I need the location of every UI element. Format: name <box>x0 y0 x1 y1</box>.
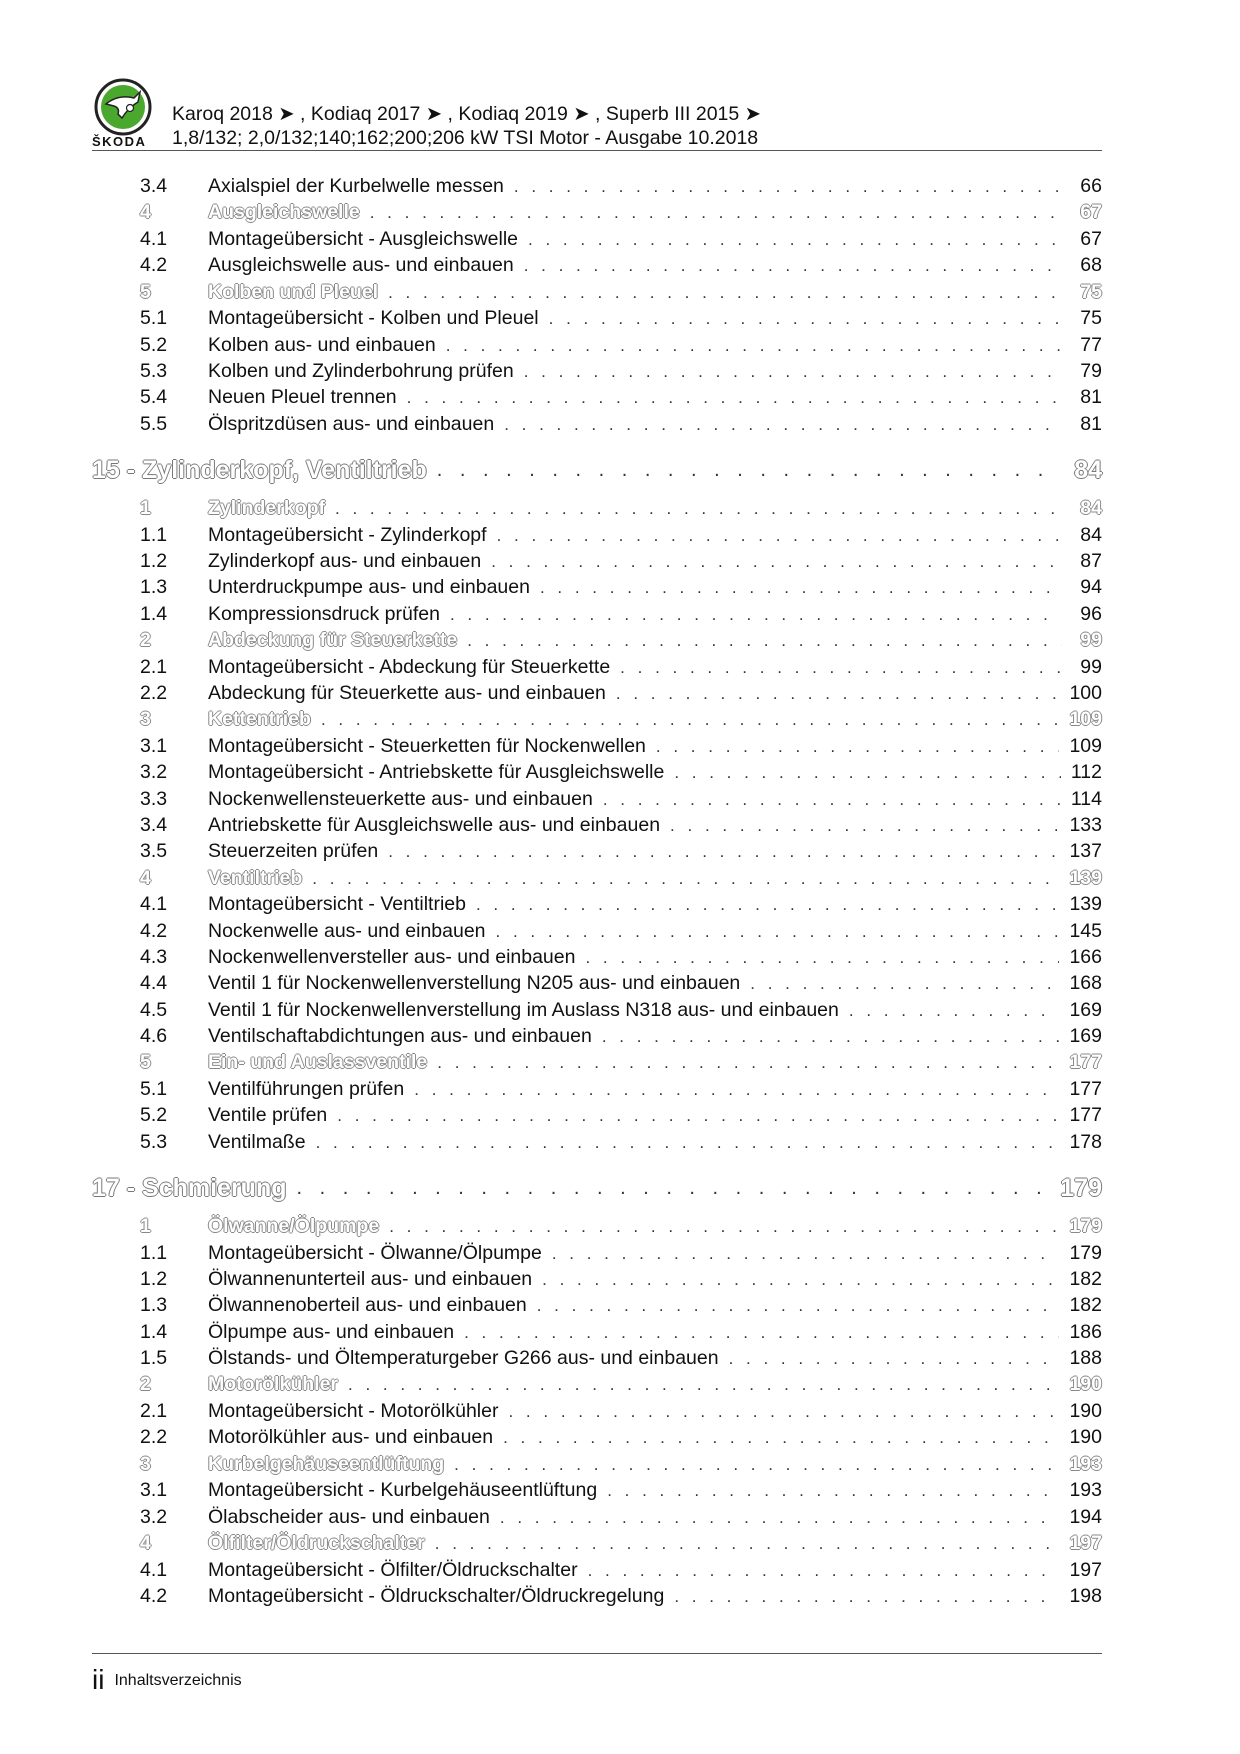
toc-entry-number: 4.1 <box>140 893 168 916</box>
toc-entry-page: 87 <box>1080 550 1102 573</box>
toc-entry-page: 77 <box>1080 333 1102 356</box>
toc-entry-title: Neuen Pleuel trennen <box>208 386 397 409</box>
toc-entry-title: Montageübersicht - Kolben und Pleuel <box>208 307 539 330</box>
toc-entry-page: 197 <box>1069 1558 1102 1581</box>
toc-section[interactable] <box>90 867 1102 894</box>
toc-entry[interactable] <box>90 788 1102 814</box>
toc-leader-dots <box>542 1270 1059 1290</box>
toc-entry-page: 75 <box>1080 307 1102 330</box>
toc-entry-page: 179 <box>1069 1214 1102 1237</box>
brand-name: ŠKODA <box>92 134 147 149</box>
toc-entry[interactable] <box>90 1242 1102 1268</box>
toc-entry-number: 4.6 <box>140 1024 168 1047</box>
toc-entry[interactable] <box>90 386 1102 412</box>
toc-entry-title: Ventilmaße <box>208 1130 306 1153</box>
toc-entry-number: 5 <box>140 280 151 303</box>
toc-leader-dots <box>528 230 1062 250</box>
toc-entry-number: 2.2 <box>140 1426 168 1449</box>
toc-entry[interactable] <box>90 576 1102 602</box>
toc-leader-dots <box>504 415 1062 435</box>
toc-entry[interactable] <box>90 254 1102 280</box>
toc-leader-dots <box>450 605 1062 625</box>
toc-entry[interactable] <box>90 946 1102 972</box>
toc-entry-page: 186 <box>1069 1320 1102 1343</box>
toc-section[interactable] <box>90 1532 1102 1559</box>
toc-entry-title: Ausgleichswelle aus- und einbauen <box>208 254 514 277</box>
toc-leader-dots <box>537 1296 1060 1316</box>
toc-section[interactable] <box>90 708 1102 735</box>
toc-section[interactable] <box>90 1051 1102 1078</box>
toc-entry[interactable] <box>90 1294 1102 1320</box>
toc-entry-number: 3.1 <box>140 1479 168 1502</box>
page-footer <box>92 1664 242 1696</box>
toc-entry[interactable] <box>90 1479 1102 1505</box>
toc-entry-title: Steuerzeiten prüfen <box>208 840 379 863</box>
toc-leader-dots <box>500 1508 1060 1528</box>
toc-entry-title: Zylinderkopf <box>208 496 326 519</box>
toc-entry[interactable] <box>90 307 1102 333</box>
toc-entry-number: 1.1 <box>140 1241 168 1264</box>
toc-entry[interactable] <box>90 761 1102 787</box>
toc-leader-dots <box>389 1217 1059 1237</box>
toc-entry[interactable] <box>90 1506 1102 1532</box>
toc-entry[interactable] <box>90 334 1102 360</box>
toc-entry-number: 2 <box>140 1373 151 1396</box>
toc-entry[interactable] <box>90 1131 1102 1157</box>
toc-leader-dots <box>616 684 1060 704</box>
toc-entry-number: 3 <box>140 708 151 731</box>
toc-entry-page: 193 <box>1069 1479 1102 1502</box>
toc-entry-page: 84 <box>1080 496 1102 519</box>
toc-entry[interactable] <box>90 682 1102 708</box>
toc-entry-page: 139 <box>1069 893 1102 916</box>
toc-entry-title: Montageübersicht - Ausgleichswelle <box>208 228 519 251</box>
toc-leader-dots <box>585 948 1059 968</box>
toc-entry-title: Montageübersicht - Motorölkühler <box>208 1399 499 1422</box>
toc-leader-dots <box>508 1402 1059 1422</box>
toc-entry-number: 4.4 <box>140 972 168 995</box>
toc-leader-dots <box>849 1001 1060 1021</box>
toc-entry[interactable] <box>90 893 1102 919</box>
toc-section[interactable] <box>90 629 1102 656</box>
toc-entry[interactable] <box>90 814 1102 840</box>
toc-entry-number: 5.1 <box>140 307 168 330</box>
toc-entry-number: 5.4 <box>140 386 168 409</box>
toc-leader-dots <box>321 710 1060 730</box>
toc-entry-page: 177 <box>1069 1104 1102 1127</box>
toc-entry-page: 94 <box>1080 576 1102 599</box>
toc-leader-dots <box>312 869 1059 889</box>
toc-leader-dots <box>337 1106 1059 1126</box>
toc-entry-page: 193 <box>1069 1452 1102 1475</box>
toc-entry-page: 168 <box>1069 972 1102 995</box>
toc-entry-title: Kettentrieb <box>208 708 311 731</box>
toc-chapter[interactable] <box>90 1163 1102 1215</box>
toc-entry-title: Montageübersicht - Kurbelgehäuseentlüftung <box>208 1479 598 1502</box>
toc-entry-number: 1.4 <box>140 602 168 625</box>
toc-entry-number: 1 <box>140 1214 151 1237</box>
toc-entry-title: Montageübersicht - Öldruckschalter/Öldruckregelung <box>208 1585 665 1608</box>
toc-entry-page: 198 <box>1069 1585 1102 1608</box>
toc-entry-page: 182 <box>1069 1267 1102 1290</box>
toc-entry-page: 114 <box>1070 787 1102 810</box>
toc-entry-page: 67 <box>1080 201 1102 224</box>
toc-entry-page: 190 <box>1069 1426 1102 1449</box>
toc-leader-dots <box>607 1481 1059 1501</box>
toc-entry-title: Ölfilter/Öldruckschalter <box>208 1531 425 1554</box>
toc-entry-title: Ventile prüfen <box>208 1104 328 1127</box>
toc-entry-title: Kolben und Zylinderbohrung prüfen <box>208 360 514 383</box>
toc-entry-title: Ölpumpe aus- und einbauen <box>208 1320 455 1343</box>
toc-leader-dots <box>316 1133 1060 1153</box>
toc-entry[interactable] <box>90 1559 1102 1585</box>
toc-entry-page: 178 <box>1069 1130 1102 1153</box>
toc-entry-title: Montageübersicht - Steuerketten für Nockenwellen <box>208 735 646 758</box>
toc-leader-dots <box>335 499 1062 519</box>
toc-entry-title: Montageübersicht - Abdeckung für Steuerkette <box>208 655 611 678</box>
toc-leader-dots <box>435 1534 1060 1554</box>
toc-entry-page: 177 <box>1069 1078 1102 1100</box>
toc-entry-number: 1 <box>140 496 151 519</box>
toc-entry-page: 139 <box>1069 866 1102 889</box>
toc-leader-dots <box>437 1053 1059 1073</box>
toc-entry-title: Ölspritzdüsen aus- und einbauen <box>208 412 495 435</box>
toc-entry-number: 3.2 <box>140 761 168 784</box>
toc-entry-page: 84 <box>1080 523 1102 546</box>
toc-leader-dots <box>674 1587 1059 1607</box>
toc-entry[interactable] <box>90 1321 1102 1347</box>
toc-section[interactable] <box>90 201 1102 228</box>
toc-entry-page: 145 <box>1069 919 1102 942</box>
toc-entry-title: Axialspiel der Kurbelwelle messen <box>208 175 504 197</box>
toc-entry[interactable] <box>90 735 1102 761</box>
toc-entry-title: Nockenwelle aus- und einbauen <box>208 919 486 942</box>
toc-entry[interactable] <box>90 550 1102 576</box>
toc-entry-title: Ventil 1 für Nockenwellenverstellung N205 aus- und einbauen <box>208 972 741 995</box>
toc-entry-page: 96 <box>1080 602 1102 625</box>
toc-entry-number: 2 <box>140 628 151 651</box>
toc-entry-title: Ölwanne/Ölpumpe <box>208 1214 380 1237</box>
toc-entry-number: 3 <box>140 1452 151 1475</box>
toc-entry-title: Antriebskette für Ausgleichswelle aus- und einbauen <box>208 814 661 837</box>
toc-leader-dots <box>476 895 1059 915</box>
toc-chapter[interactable] <box>90 445 1102 497</box>
toc-entry[interactable] <box>90 360 1102 386</box>
toc-entry-number: 3.4 <box>140 175 168 197</box>
toc-entry[interactable] <box>90 1268 1102 1294</box>
toc-entry-title: Ausgleichswelle <box>208 201 360 224</box>
toc-entry[interactable] <box>90 228 1102 254</box>
toc-entry-page: 197 <box>1069 1531 1102 1554</box>
toc-entry-page: 177 <box>1069 1051 1102 1074</box>
toc-leader-dots <box>437 459 1062 482</box>
toc-entry-page: 99 <box>1080 628 1102 651</box>
toc-leader-dots <box>603 790 1061 810</box>
toc-entry-page: 133 <box>1069 814 1102 837</box>
toc-entry-number: 1.5 <box>140 1346 168 1369</box>
toc-entry-page: 100 <box>1069 682 1102 705</box>
toc-entry-title: Montageübersicht - Zylinderkopf <box>208 523 487 546</box>
toc-entry-page: 66 <box>1080 175 1102 197</box>
toc-entry-number: 2.1 <box>140 655 168 678</box>
toc-leader-dots <box>540 578 1062 598</box>
toc-entry-page: 137 <box>1069 840 1102 863</box>
toc-entry[interactable] <box>90 972 1102 998</box>
toc-leader-dots <box>514 177 1062 197</box>
toc-entry-title: Ventilschaftabdichtungen aus- und einbauen <box>208 1024 592 1047</box>
toc-leader-dots <box>491 552 1062 572</box>
toc-leader-dots <box>464 1323 1059 1343</box>
toc-entry-number: 1.3 <box>140 576 168 599</box>
toc-entry-number: 5.3 <box>140 1130 168 1153</box>
toc-entry-number: 3.3 <box>140 787 168 810</box>
page-header <box>90 70 1100 150</box>
toc-entry[interactable] <box>90 413 1102 439</box>
toc-entry[interactable] <box>90 999 1102 1025</box>
toc-entry-page: 179 <box>1069 1241 1102 1264</box>
toc-entry-title: Ventil 1 für Nockenwellenverstellung im Auslass N318 aus- und einbauen <box>208 998 839 1021</box>
footer-label: Inhaltsverzeichnis <box>114 1672 242 1689</box>
toc-entry[interactable] <box>90 1104 1102 1130</box>
toc-entry-number: 4.3 <box>140 946 168 969</box>
toc-entry[interactable] <box>90 920 1102 946</box>
toc-entry-page: 109 <box>1069 735 1102 758</box>
toc-entry[interactable] <box>90 1426 1102 1452</box>
toc-entry-number: 3.5 <box>140 840 168 863</box>
toc-entry-page: 188 <box>1069 1346 1102 1369</box>
toc-entry-title: Kolben und Pleuel <box>208 280 379 303</box>
toc-entry[interactable] <box>90 524 1102 550</box>
toc-leader-dots <box>729 1349 1060 1369</box>
toc-entry-page: 179 <box>1060 1174 1102 1203</box>
toc-chapter-title: 17 - Schmierung <box>92 1174 287 1203</box>
toc-entry-title: Nockenwellenversteller aus- und einbauen <box>208 946 576 969</box>
toc-entry-title: Montageübersicht - Ölwanne/Ölpumpe <box>208 1241 542 1264</box>
toc-leader-dots <box>524 256 1062 276</box>
toc-leader-dots <box>674 763 1061 783</box>
toc-leader-dots <box>297 1177 1051 1200</box>
toc-entry-page: 112 <box>1070 761 1102 784</box>
toc-entry-number: 1.4 <box>140 1320 168 1343</box>
toc-leader-dots <box>588 1561 1060 1581</box>
toc-leader-dots <box>414 1080 1059 1100</box>
toc-entry-number: 4.5 <box>140 998 168 1021</box>
toc-entry-page: 194 <box>1069 1505 1102 1528</box>
toc-entry-number: 5 <box>140 1051 151 1074</box>
toc-entry-title: Ein- und Auslassventile <box>208 1051 428 1074</box>
toc-leader-dots <box>602 1027 1060 1047</box>
toc-entry-page: 190 <box>1069 1399 1102 1422</box>
toc-leader-dots <box>524 362 1062 382</box>
toc-entry-page: 84 <box>1074 456 1102 485</box>
toc-entry-page: 79 <box>1080 360 1102 383</box>
skoda-logo-icon <box>94 78 152 136</box>
toc-entry-number: 4.2 <box>140 1585 168 1608</box>
toc-leader-dots <box>552 1244 1060 1264</box>
toc-entry-title: Ölwannenoberteil aus- und einbauen <box>208 1294 527 1317</box>
toc-entry-title: Ölstands- und Öltemperaturgeber G266 aus- und einbauen <box>208 1346 719 1369</box>
toc-leader-dots <box>503 1428 1059 1448</box>
toc-leader-dots <box>388 842 1059 862</box>
toc-entry-number: 5.1 <box>140 1078 168 1100</box>
toc-entry-title: Montageübersicht - Ventiltrieb <box>208 893 466 916</box>
toc-section[interactable] <box>90 1215 1102 1242</box>
toc-entry-number: 4 <box>140 866 151 889</box>
toc-entry-number: 4.2 <box>140 254 168 277</box>
toc-entry-title: Kompressionsdruck prüfen <box>208 602 440 625</box>
toc-section[interactable] <box>90 1373 1102 1400</box>
toc-entry-number: 5.2 <box>140 1104 168 1127</box>
toc-entry-title: Ventiltrieb <box>208 866 303 889</box>
toc-leader-dots <box>348 1375 1059 1395</box>
toc-leader-dots <box>407 388 1062 408</box>
toc-section[interactable] <box>90 281 1102 308</box>
toc-entry-number: 3.1 <box>140 735 168 758</box>
toc-entry-title: Montageübersicht - Ölfilter/Öldruckschalter <box>208 1558 578 1581</box>
toc-entry-number: 1.1 <box>140 523 168 546</box>
toc-entry-title: Nockenwellensteuerkette aus- und einbauen <box>208 787 593 810</box>
toc-chapter-title: 15 - Zylinderkopf, Ventiltrieb <box>92 456 427 485</box>
toc-entry-number: 4.1 <box>140 228 168 251</box>
toc-entry-number: 4.2 <box>140 919 168 942</box>
toc-entry-page: 169 <box>1069 1024 1102 1047</box>
toc-entry-number: 5.5 <box>140 412 168 435</box>
toc-entry-page: 190 <box>1069 1373 1102 1396</box>
footer-divider <box>92 1653 1102 1654</box>
toc-entry-number: 2.2 <box>140 682 168 705</box>
toc-entry-title: Ventilführungen prüfen <box>208 1078 405 1100</box>
toc-entry-title: Abdeckung für Steuerkette <box>208 628 458 651</box>
toc-entry[interactable] <box>90 1078 1102 1104</box>
toc-leader-dots <box>370 203 1062 223</box>
header-engine-edition: 1,8/132; 2,0/132;140;162;200;206 kW TSI Motor - Ausgabe 10.2018 <box>172 127 759 149</box>
toc-entry[interactable] <box>90 840 1102 866</box>
toc-entry-title: Motorölkühler aus- und einbauen <box>208 1426 494 1449</box>
toc-entry[interactable] <box>90 1400 1102 1426</box>
toc-section[interactable] <box>90 497 1102 524</box>
toc-entry-page: 75 <box>1080 280 1102 303</box>
toc-entry-page: 166 <box>1069 946 1102 969</box>
toc-leader-dots <box>454 1455 1059 1475</box>
toc-section[interactable] <box>90 1453 1102 1480</box>
toc-entry-number: 4.1 <box>140 1558 168 1581</box>
header-divider <box>92 150 1102 151</box>
toc-entry-title: Kurbelgehäuseentlüftung <box>208 1452 445 1475</box>
toc-entry-title: Kolben aus- und einbauen <box>208 333 436 356</box>
toc-entry-title: Ölabscheider aus- und einbauen <box>208 1505 490 1528</box>
toc-entry-number: 1.3 <box>140 1294 168 1317</box>
toc-leader-dots <box>446 336 1062 356</box>
toc-entry-number: 5.2 <box>140 333 168 356</box>
toc-entry[interactable] <box>90 1585 1102 1611</box>
toc-entry-page: 81 <box>1080 386 1102 409</box>
toc-entry-number: 1.2 <box>140 550 168 573</box>
toc-leader-dots <box>750 974 1059 994</box>
toc-entry-page: 169 <box>1069 998 1102 1021</box>
toc-entry-number: 1.2 <box>140 1267 168 1290</box>
toc-entry-number: 3.2 <box>140 1505 168 1528</box>
toc-entry-number: 4 <box>140 1531 151 1554</box>
toc-leader-dots <box>549 309 1062 329</box>
toc-leader-dots <box>656 737 1060 757</box>
header-models: Karoq 2018 ➤ , Kodiaq 2017 ➤ , Kodiaq 2019 ➤ , Superb III 2015 ➤ <box>172 103 761 125</box>
toc-leader-dots <box>496 922 1060 942</box>
page-number: ii <box>92 1664 105 1695</box>
toc-entry[interactable] <box>90 175 1102 201</box>
toc-leader-dots <box>497 526 1062 546</box>
toc-entry-number: 3.4 <box>140 814 168 837</box>
toc-entry-number: 5.3 <box>140 360 168 383</box>
toc-entry-number: 4 <box>140 201 151 224</box>
toc-entry[interactable] <box>90 656 1102 682</box>
table-of-contents <box>90 175 1102 1611</box>
toc-entry-page: 68 <box>1080 254 1102 277</box>
toc-entry-page: 182 <box>1069 1294 1102 1317</box>
toc-entry-title: Montageübersicht - Antriebskette für Ausgleichswelle <box>208 761 665 784</box>
toc-entry-title: Abdeckung für Steuerkette aus- und einbauen <box>208 682 606 705</box>
toc-leader-dots <box>620 658 1062 678</box>
toc-entry-title: Unterdruckpumpe aus- und einbauen <box>208 576 530 599</box>
toc-entry-page: 67 <box>1080 228 1102 251</box>
toc-entry-page: 109 <box>1069 708 1102 731</box>
toc-leader-dots <box>467 631 1062 651</box>
toc-entry-title: Motorölkühler <box>208 1373 338 1396</box>
toc-leader-dots <box>670 816 1059 836</box>
toc-entry-number: 2.1 <box>140 1399 168 1422</box>
toc-entry[interactable] <box>90 603 1102 629</box>
toc-entry-title: Zylinderkopf aus- und einbauen <box>208 550 482 573</box>
toc-entry-title: Ölwannenunterteil aus- und einbauen <box>208 1267 533 1290</box>
toc-entry[interactable] <box>90 1025 1102 1051</box>
toc-leader-dots <box>388 283 1062 303</box>
toc-entry-page: 99 <box>1080 655 1102 678</box>
toc-entry[interactable] <box>90 1347 1102 1373</box>
toc-entry-page: 81 <box>1080 412 1102 435</box>
